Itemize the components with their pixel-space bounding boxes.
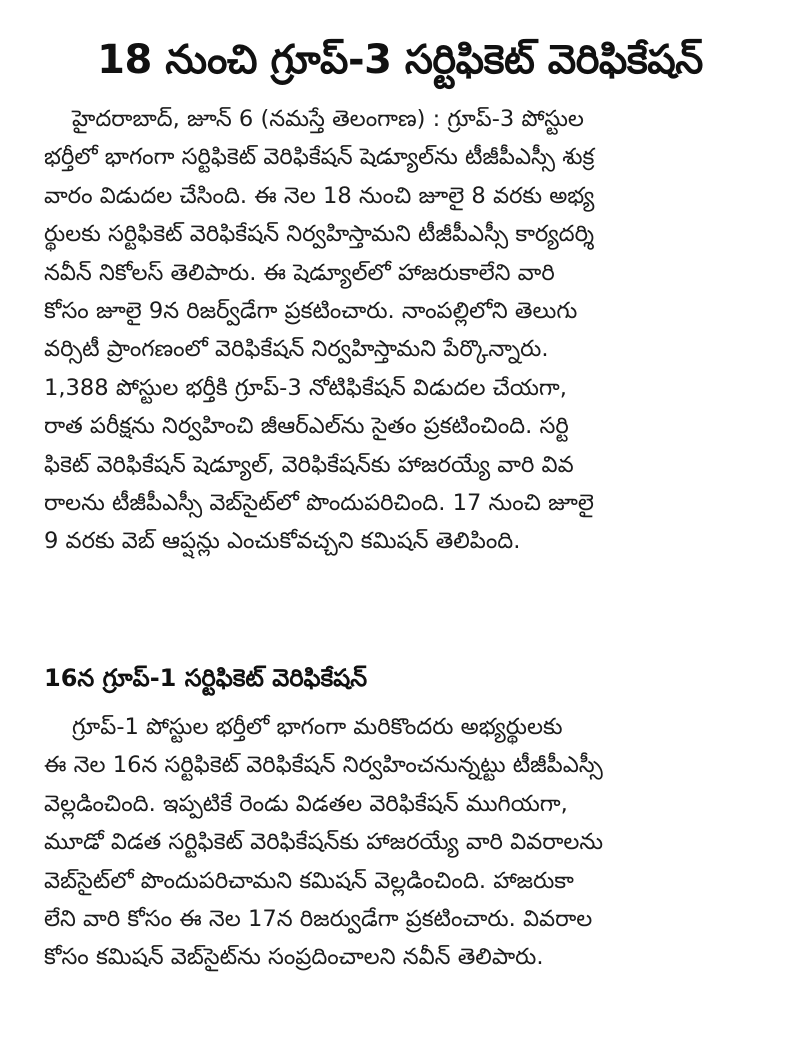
paragraph-line: మూడో విడత సర్టిఫికెట్‌ వెరిఫికేషన్‌కు హాజరయ్యే వారి వివరాలను — [44, 829, 604, 856]
paragraph-line: ఈ నెల 16న సర్టిఫికెట్‌ వెరిఫికేషన్‌ నిర్వహించనున్నట్టు టీజీపీఎస్సీ — [44, 752, 603, 779]
paragraph-line: రాలను టీజీపీఎస్సీ వెబ్‌సైట్‌లో పొందుపరిచింది. 17 నుంచి జూలై — [44, 490, 594, 517]
paragraph-line: వెల్లడించింది. ఇప్పటికే రెండు విడతల వెరిఫికేషన్‌ ముగియగా, — [44, 790, 568, 817]
article-paragraph-1 — [44, 100, 756, 561]
paragraph-line: ఫికెట్‌ వెరిఫికేషన్‌ షెడ్యూల్‌, వెరిఫికేషన్‌కు హాజరయ్యే వారి వివ — [44, 451, 574, 478]
paragraph-line: 9 వరకు వెబ్‌ ఆప్షన్లు ఎంచుకోవచ్చని కమిషన్‌ తెలిపింది. — [44, 528, 521, 555]
paragraph-line: వర్సిటీ ప్రాంగణంలో వెరిఫికేషన్‌ నిర్వహిస్తామని పేర్కొన్నారు. — [44, 336, 549, 363]
article-subheading: 16న గ్రూప్‌-1 సర్టిఫికెట్‌ వెరిఫికేషన్‌ — [44, 664, 368, 692]
paragraph-line: రాత పరీక్షను నిర్వహించి జీఆర్‌ఎల్‌ను సైతం ప్రకటించింది. సర్టి — [44, 413, 569, 440]
paragraph-line: ర్థులకు సర్టిఫికెట్‌ వెరిఫికేషన్‌ నిర్వహిస్తామని టీజీపీఎస్సీ కార్యదర్శి — [44, 221, 595, 248]
paragraph-line: నవీన్‌ నికోలస్‌ తెలిపారు. ఈ షెడ్యూల్‌లో హాజరుకాలేని వారి — [44, 259, 555, 286]
paragraph-line: వారం విడుదల చేసింది. ఈ నెల 18 నుంచి జూలై 8 వరకు అభ్య — [44, 182, 595, 209]
paragraph-line: గ్రూప్‌-1 పోస్టుల భర్తీలో భాగంగా మరికొందరు అభ్యర్థులకు — [72, 714, 563, 740]
paragraph-line: కోసం జూలై 9న రిజర్వ్‌డేగా ప్రకటించారు. నాంపల్లిలోని తెలుగు — [44, 298, 578, 325]
paragraph-line: కోసం కమిషన్‌ వెబ్‌సైట్‌ను సంప్రదించాలని నవీన్‌ తెలిపారు. — [44, 944, 544, 971]
paragraph-line: హైదరాబాద్‌, జూన్‌ 6 (నమస్తే తెలంగాణ) : గ్రూప్‌-3 పోస్టుల — [72, 106, 584, 132]
paragraph-line: భర్తీలో భాగంగా సర్టిఫికెట్‌ వెరిఫికేషన్‌ షెడ్యూల్‌ను టీజీపీఎస్సీ శుక్ర — [44, 144, 595, 171]
article-paragraph-2 — [44, 708, 756, 977]
previous-article-clipped-text — [0, 0, 800, 14]
paragraph-line: 1,388 పోస్టుల భర్తీకి గ్రూప్‌-3 నోటిఫికేషన్‌ విడుదల చేయగా, — [44, 374, 567, 401]
paragraph-line: వెబ్‌సైట్‌లో పొందుపరిచామని కమిషన్‌ వెల్లడించింది. హాజరుకా — [44, 867, 574, 894]
article-headline: 18 నుంచి గ్రూప్‌-3 సర్టిఫికెట్‌ వెరిఫికేషన్‌ — [97, 37, 703, 83]
paragraph-line: లేని వారి కోసం ఈ నెల 17న రిజర్వుడేగా ప్రకటించారు. వివరాల — [44, 906, 593, 933]
